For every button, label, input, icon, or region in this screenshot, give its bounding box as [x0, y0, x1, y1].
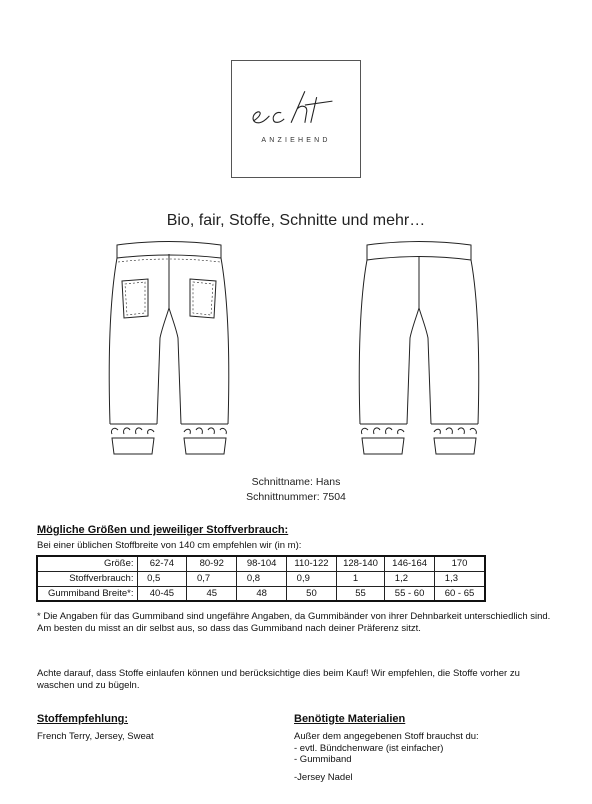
required-materials: [294, 713, 554, 783]
table-cell: 1,3: [435, 571, 485, 586]
table-cell: 55 - 60: [385, 586, 435, 601]
elastic-note: * Die Angaben für das Gummiband sind ungefähre Angaben, da Gummibänder von ihrer Dehnbarkeit unterschiedlich sind. Am besten du misst an dir selbst aus, so dass das Gummiband nach deiner Präferenz sitzt.: [37, 611, 551, 634]
pants-front-illustration: [104, 238, 234, 460]
pattern-number: Schnittnummer: 7504: [246, 491, 346, 503]
table-cell: 98-104: [237, 556, 287, 571]
tagline: Bio, fair, Stoffe, Schnitte und mehr…: [166, 212, 426, 229]
table-cell: 50: [287, 586, 337, 601]
table-cell: 60 - 65: [435, 586, 485, 601]
table-row-elastic: [37, 586, 485, 601]
row-label: Größe:: [37, 556, 137, 571]
table-cell: 1: [336, 571, 384, 586]
table-cell: 0,7: [187, 571, 237, 586]
list-item: - Gummiband: [294, 754, 352, 765]
table-cell: 110-122: [287, 556, 337, 571]
list-item: - evtl. Bündchenware (ist einfacher): [294, 742, 444, 754]
table-cell: 0,8: [237, 571, 287, 586]
table-cell: 80-92: [187, 556, 237, 571]
materials-intro: Außer dem angegebenen Stoff brauchst du:: [294, 731, 479, 742]
table-row-fabric: [37, 571, 485, 586]
table-cell: 146-164: [385, 556, 435, 571]
row-label: Stoffverbrauch:: [37, 571, 137, 586]
table-cell: 170: [435, 556, 485, 571]
brand-logo: [231, 60, 361, 178]
table-cell: 40-45: [137, 586, 187, 601]
washing-advice: Achte darauf, dass Stoffe einlaufen können und berücksichtige dies beim Kauf! Wir empfehlen, die Stoffe vorher zu waschen und zu bügeln.: [37, 668, 520, 691]
logo-subtitle: ANZIEHEND: [261, 137, 331, 144]
table-cell: 62-74: [137, 556, 187, 571]
logo-script-echt: [232, 83, 360, 133]
table-cell: 1,2: [385, 571, 435, 586]
table-cell: 128-140: [336, 556, 384, 571]
table-cell: 48: [237, 586, 287, 601]
sizes-intro: Bei einer üblichen Stoffbreite von 140 cm empfehlen wir (in m):: [37, 540, 302, 551]
table-cell: 55: [336, 586, 384, 601]
pattern-name: Schnittname: Hans: [251, 476, 341, 488]
fabric-recommendation-heading: Stoffempfehlung:: [37, 713, 129, 725]
size-table: [36, 555, 486, 602]
pants-back-illustration: [354, 238, 484, 460]
row-label: Gummiband Breite*:: [37, 586, 137, 601]
table-cell: 45: [187, 586, 237, 601]
table-row-sizes: [37, 556, 485, 571]
table-cell: 0,5: [137, 571, 187, 586]
table-cell: 0,9: [287, 571, 337, 586]
fabric-recommendation-text: French Terry, Jersey, Sweat: [37, 731, 154, 742]
fabric-recommendation: [37, 713, 267, 743]
materials-heading: Benötigte Materialien: [294, 713, 406, 725]
sizes-heading: Mögliche Größen und jeweiliger Stoffverbrauch:: [37, 524, 289, 536]
list-item: -Jersey Nadel: [294, 771, 353, 783]
